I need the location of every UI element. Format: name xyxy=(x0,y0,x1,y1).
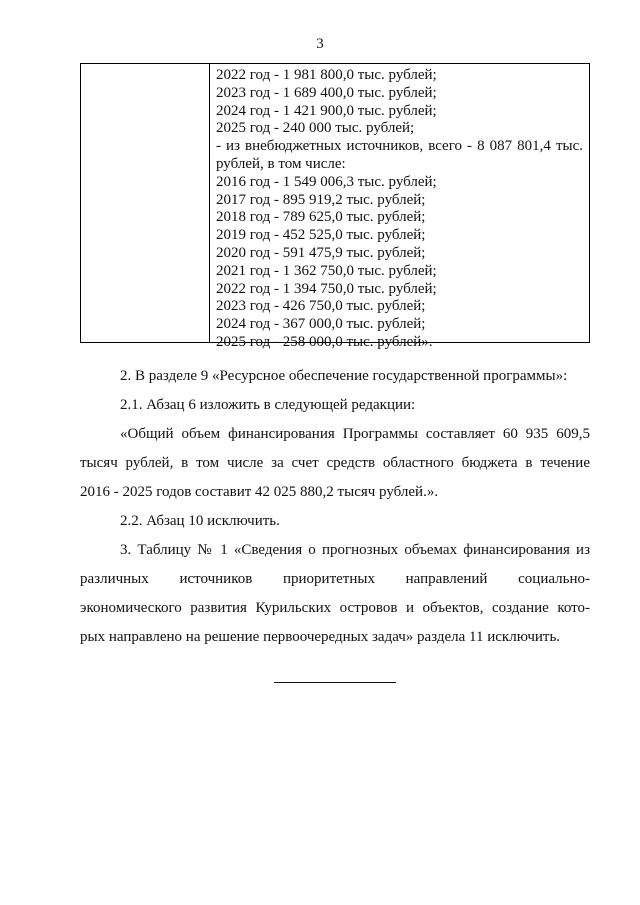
table-line: 2023 год - 426 750,0 тыс. рублей; xyxy=(216,298,426,315)
table-line: 2022 год - 1 394 750,0 тыс. рублей; xyxy=(216,280,437,297)
table-right-cell xyxy=(210,64,589,350)
table-left-cell xyxy=(81,64,210,342)
paragraph-quote-line: тысяч рублей, в том числе за счет средств областного бюджета в течение xyxy=(80,455,590,471)
table-line: 2024 год - 367 000,0 тыс. рублей; xyxy=(216,316,426,333)
table-line: 2025 год - 240 000 тыс. рублей; xyxy=(216,120,415,137)
paragraph-3-line: различных источников приоритетных направлений социально- xyxy=(80,571,590,587)
table-line: 2018 год - 789 625,0 тыс. рублей; xyxy=(216,209,426,226)
closing-rule xyxy=(274,682,396,683)
table-line: 2017 год - 895 919,2 тыс. рублей; xyxy=(216,191,426,208)
paragraph-3-line: рых направлено на решение первоочередных задач» раздела 11 исключить. xyxy=(80,629,561,645)
paragraph-quote-line: «Общий объем финансирования Программы составляет 60 935 609,5 xyxy=(120,426,590,442)
table-line: 2023 год - 1 689 400,0 тыс. рублей; xyxy=(216,84,437,101)
paragraph-2-1: 2.1. Абзац 6 изложить в следующей редакции: xyxy=(120,397,416,413)
paragraph-2-2: 2.2. Абзац 10 исключить. xyxy=(120,513,280,529)
table-line: рублей, в том числе: xyxy=(216,155,346,172)
table-line: 2025 год - 258 000,0 тыс. рублей». xyxy=(216,333,433,350)
table-line: 2024 год - 1 421 900,0 тыс. рублей; xyxy=(216,102,437,119)
document-body xyxy=(80,362,590,652)
table-line: 2016 год - 1 549 006,3 тыс. рублей; xyxy=(216,173,437,190)
paragraph-section-9: 2. В разделе 9 «Ресурсное обеспечение государственной программы»: xyxy=(120,368,568,384)
paragraph-3-line: 3. Таблицу № 1 «Сведения о прогнозных объемах финансирования из xyxy=(120,542,590,558)
table-line: 2021 год - 1 362 750,0 тыс. рублей; xyxy=(216,262,437,279)
page-number: 3 xyxy=(316,36,324,52)
table-line: 2020 год - 591 475,9 тыс. рублей; xyxy=(216,244,426,261)
paragraph-quote-line: 2016 - 2025 годов составит 42 025 880,2 тысяч рублей.». xyxy=(80,484,439,500)
table-line: 2022 год - 1 981 800,0 тыс. рублей; xyxy=(216,67,437,83)
table-line: 2019 год - 452 525,0 тыс. рублей; xyxy=(216,227,426,244)
financing-table xyxy=(80,63,590,350)
table-line: - из внебюджетных источников, всего - 8 087 801,4 тыс. xyxy=(216,138,583,155)
paragraph-3-line: экономического развития Курильских островов и объектов, создание кото- xyxy=(80,600,590,616)
